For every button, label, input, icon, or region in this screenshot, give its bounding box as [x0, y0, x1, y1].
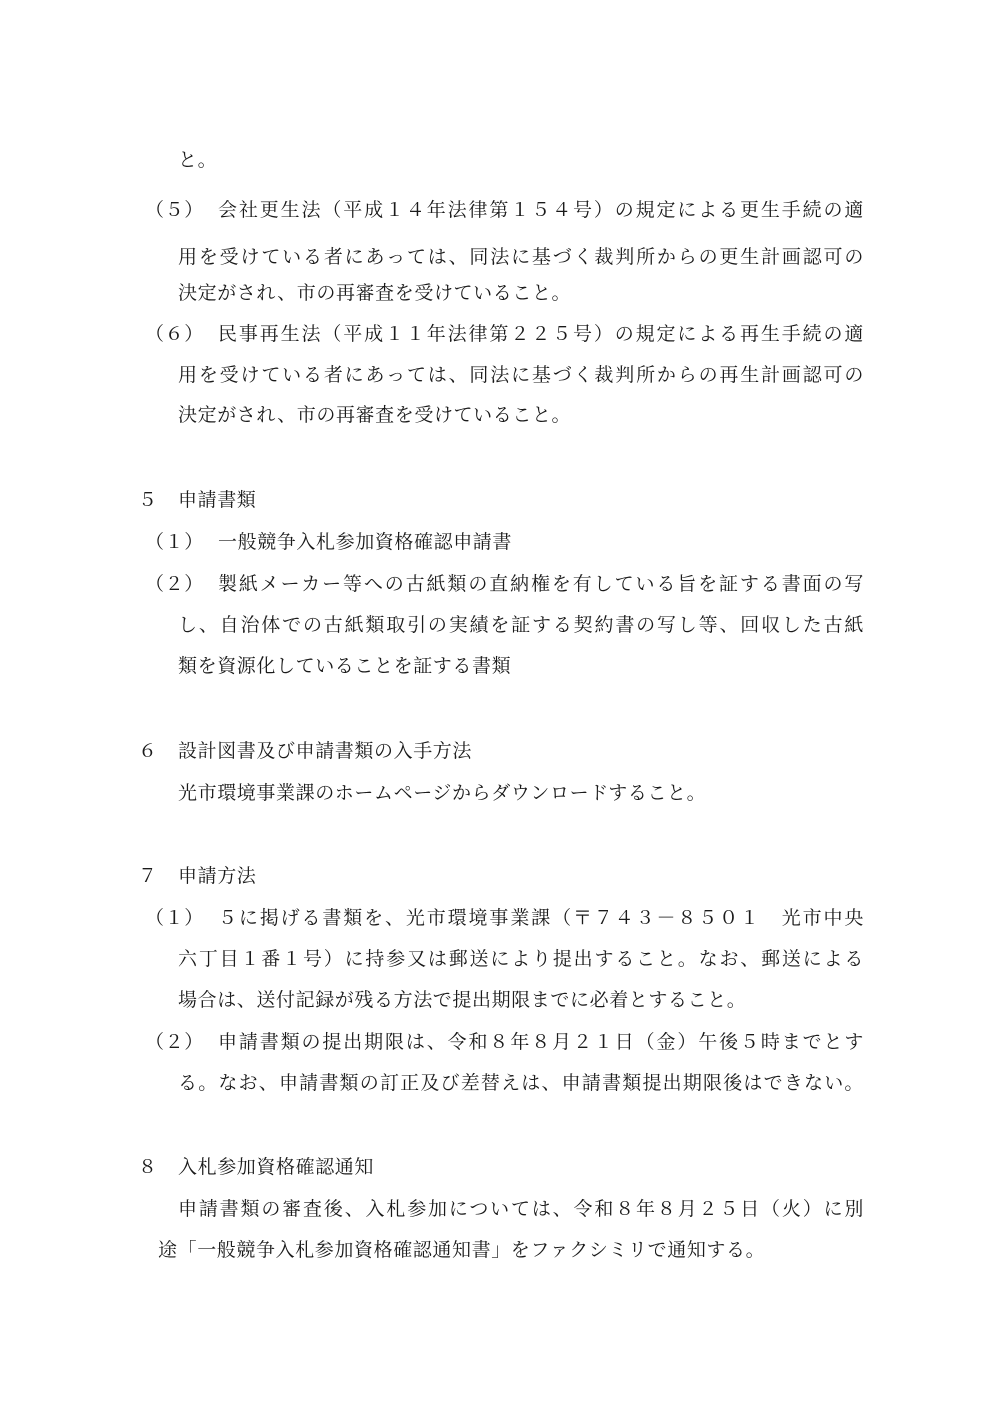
item-6-line-2: 用を受けている者にあっては、同法に基づく裁判所からの再生計画認可の [178, 364, 864, 386]
section-7-number: ７ [138, 865, 158, 887]
section-7-item-2-line-2: る。なお、申請書類の訂正及び差替えは、申請書類提出期限後はできない。 [178, 1072, 864, 1094]
section-5-item-1-marker: （１） [145, 531, 204, 553]
section-7-item-1-line-3: 場合は、送付記録が残る方法で提出期限までに必着とすること。 [178, 989, 747, 1011]
section-7-item-1-line-2: 六丁目１番１号）に持参又は郵送により提出すること。なお、郵送による [178, 948, 864, 970]
item-6-line-1: 民事再生法（平成１１年法律第２２５号）の規定による再生手続の適 [218, 323, 864, 345]
section-5-item-2-line-2: し、自治体での古紙類取引の実績を証する契約書の写し等、回収した古紙 [178, 614, 864, 636]
section-5-item-2-line-1: 製紙メーカー等への古紙類の直納権を有している旨を証する書面の写 [218, 573, 864, 595]
item-5-marker: （５） [145, 199, 204, 221]
section-5-heading: 申請書類 [178, 489, 257, 511]
section-6-body: 光市環境事業課のホームページからダウンロードすること。 [178, 782, 707, 804]
section-8-line-2: 途「一般競争入札参加資格確認通知書」をファクシミリで通知する。 [158, 1239, 766, 1261]
section-7-item-1-marker: （１） [145, 907, 204, 929]
section-8-number: ８ [138, 1156, 158, 1178]
continuation-text: と。 [178, 149, 218, 171]
item-6-line-3: 決定がされ、市の再審査を受けていること。 [178, 404, 572, 426]
section-5-item-2-marker: （２） [145, 573, 204, 595]
section-6-number: ６ [138, 740, 158, 762]
section-8-line-1: 申請書類の審査後、入札参加については、令和８年８月２５日（火）に別 [178, 1198, 864, 1220]
section-8-heading: 入札参加資格確認通知 [178, 1156, 375, 1178]
section-6-heading: 設計図書及び申請書類の入手方法 [178, 740, 473, 762]
section-7-heading: 申請方法 [178, 865, 257, 887]
item-6-marker: （６） [145, 323, 204, 345]
item-5-line-3: 決定がされ、市の再審査を受けていること。 [178, 282, 572, 304]
section-5-item-1-text: 一般競争入札参加資格確認申請書 [218, 531, 513, 553]
item-5-line-1: 会社更生法（平成１４年法律第１５４号）の規定による更生手続の適 [218, 199, 864, 221]
section-5-number: ５ [138, 489, 158, 511]
item-5-line-2: 用を受けている者にあっては、同法に基づく裁判所からの更生計画認可の [178, 246, 864, 268]
section-5-item-2-line-3: 類を資源化していることを証する書類 [178, 655, 512, 677]
section-7-item-2-line-1: 申請書類の提出期限は、令和８年８月２１日（金）午後５時までとす [218, 1031, 864, 1053]
section-7-item-2-marker: （２） [145, 1031, 204, 1053]
section-7-item-1-line-1: ５に掲げる書類を、光市環境事業課（〒７４３－８５０１ 光市中央 [218, 907, 864, 929]
